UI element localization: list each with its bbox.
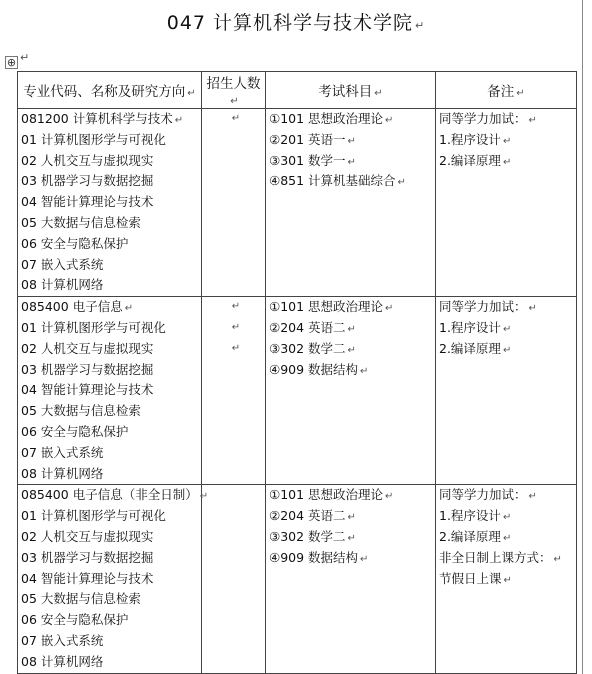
exam-subject: ④909 数据结构 ↵: [269, 361, 369, 377]
paragraph-mark-icon: ↵: [415, 19, 426, 32]
table-row: [18, 109, 577, 297]
exam-subjects-cell: [266, 485, 436, 673]
exam-subject: ④851 计算机基础综合 ↵: [269, 173, 406, 189]
research-direction: 03 机器学习与数据挖掘: [21, 361, 154, 377]
paragraph-mark-icon: ↵: [231, 113, 241, 124]
note-line: 2.编译原理 ↵: [439, 340, 512, 356]
exam-subject: ①101 思想政治理论 ↵: [269, 299, 394, 315]
research-direction: 01 计算机图形学与可视化: [21, 508, 166, 524]
research-direction: 07 嵌入式系统: [21, 256, 104, 272]
major-name: 085400 电子信息 ↵: [21, 299, 134, 315]
page-edge-line: [582, 0, 583, 674]
research-direction: 03 机器学习与数据挖掘: [21, 173, 154, 189]
research-direction: 06 安全与隐私保护: [21, 612, 129, 628]
exam-subject: ①101 思想政治理论 ↵: [269, 487, 394, 503]
research-direction: 06 安全与隐私保护: [21, 235, 129, 251]
exam-subjects-cell: [266, 297, 436, 485]
header-major: 专业代码、名称及研究方向 ↵: [18, 72, 202, 109]
note-line: 节假日上课 ↵: [439, 570, 512, 586]
research-direction: 08 计算机网络: [21, 277, 104, 293]
paragraph-mark-icon: ↵: [231, 342, 241, 354]
research-direction: 04 智能计算理论与技术: [21, 194, 154, 210]
exam-subject: ②204 英语二 ↵: [269, 319, 356, 335]
exam-subject: ①101 思想政治理论 ↵: [269, 111, 394, 126]
major-name: 081200 计算机科学与技术 ↵: [21, 111, 184, 126]
exam-subject: ②204 英语二 ↵: [269, 508, 356, 524]
exam-subject: ②201 英语一 ↵: [269, 131, 356, 147]
major-name: 085400 电子信息（非全日制） ↵: [21, 487, 209, 503]
table-move-handle-icon[interactable]: ⊕: [6, 56, 17, 69]
research-direction: 03 机器学习与数据挖掘: [21, 549, 154, 565]
research-direction: 07 嵌入式系统: [21, 632, 104, 648]
exam-subjects-cell: [266, 109, 436, 297]
table-row: [18, 485, 577, 673]
notes-cell: [436, 485, 577, 673]
research-direction: 02 人机交互与虚拟现实: [21, 528, 154, 544]
enrollment-cell: [202, 485, 266, 673]
table-header-row: [18, 72, 577, 109]
exam-subject: ③302 数学二 ↵: [269, 528, 356, 544]
exam-subject: ④909 数据结构 ↵: [269, 549, 369, 565]
research-direction: 05 大数据与信息检索: [21, 214, 141, 230]
title-text: 047 计算机科学与技术学院: [166, 12, 414, 34]
research-direction: 01 计算机图形学与可视化: [21, 319, 166, 335]
notes-cell: [436, 109, 577, 297]
exam-subject: ③301 数学一 ↵: [269, 152, 356, 168]
paragraph-mark-icon: ↵: [20, 51, 30, 64]
table-row: [18, 297, 577, 485]
page-title: [0, 8, 592, 35]
paragraph-mark-icon: ↵: [231, 301, 241, 313]
header-notes: 备注 ↵: [436, 72, 577, 109]
admission-table: [17, 71, 577, 674]
research-direction: 06 安全与隐私保护: [21, 423, 129, 439]
research-direction: 08 计算机网络: [21, 653, 104, 669]
major-cell: [18, 109, 202, 297]
note-line: 同等学力加试： ↵: [439, 111, 537, 126]
enrollment-cell: [202, 297, 266, 485]
note-line: 同等学力加试： ↵: [439, 299, 537, 315]
note-line: 同等学力加试： ↵: [439, 487, 537, 503]
paragraph-mark-icon: ↵: [231, 321, 241, 333]
exam-subject: ③302 数学二 ↵: [269, 340, 356, 356]
note-line: 非全日制上课方式： ↵: [439, 549, 562, 565]
major-cell: [18, 485, 209, 673]
research-direction: 05 大数据与信息检索: [21, 403, 141, 419]
research-direction: 05 大数据与信息检索: [21, 591, 141, 607]
research-direction: 02 人机交互与虚拟现实: [21, 152, 154, 168]
research-direction: 01 计算机图形学与可视化: [21, 131, 166, 147]
research-direction: 04 智能计算理论与技术: [21, 382, 154, 398]
research-direction: 02 人机交互与虚拟现实: [21, 340, 154, 356]
research-direction: 07 嵌入式系统: [21, 444, 104, 460]
major-cell: [18, 297, 202, 485]
enrollment-cell: [202, 109, 266, 297]
note-line: 1.程序设计 ↵: [439, 319, 512, 335]
note-line: 2.编译原理 ↵: [439, 152, 512, 168]
header-exam-subjects: 考试科目 ↵: [266, 72, 436, 109]
notes-cell: [436, 297, 577, 485]
note-line: 2.编译原理 ↵: [439, 528, 512, 544]
header-enrollment: 招生人数↵: [202, 72, 266, 109]
note-line: 1.程序设计 ↵: [439, 508, 512, 524]
research-direction: 04 智能计算理论与技术: [21, 570, 154, 586]
research-direction: 08 计算机网络: [21, 465, 104, 481]
note-line: 1.程序设计 ↵: [439, 131, 512, 147]
